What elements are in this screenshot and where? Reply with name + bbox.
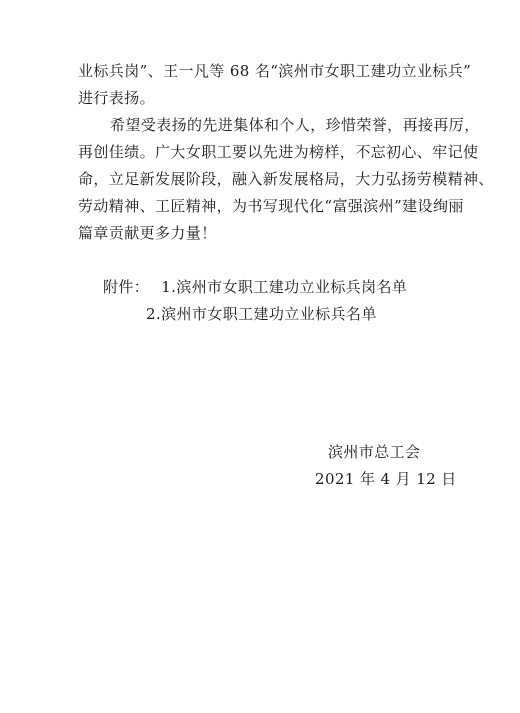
body-text-line: 篇章贡献更多力量！ bbox=[78, 224, 217, 242]
attachment-item: 2.滨州市女职工建功立业标兵名单 bbox=[146, 305, 377, 323]
body-text-line: 劳动精神、工匠精神，为书写现代化“富强滨州”建设绚丽 bbox=[78, 197, 464, 215]
signature-organization: 滨州市总工会 bbox=[328, 443, 421, 461]
signature-date: 2021 年 4 月 12 日 bbox=[315, 470, 457, 488]
attachment-item-text: 1.滨州市女职工建功立业标兵岗名单 bbox=[161, 278, 408, 296]
body-text-line: 业标兵岗”、王一凡等 68 名“滨州市女职工建功立业标兵” bbox=[78, 62, 472, 80]
attachment-label: 附件： bbox=[103, 278, 150, 296]
body-text-line: 再创佳绩。广大女职工要以先进为榜样，不忘初心、牢记使 bbox=[78, 143, 479, 161]
attachment-item bbox=[103, 278, 407, 296]
body-text-line: 命，立足新发展阶段，融入新发展格局，大力弘扬劳模精神、 bbox=[78, 170, 494, 188]
body-text-line: 希望受表扬的先进集体和个人，珍惜荣誉，再接再厉， bbox=[110, 116, 480, 134]
body-text-line: 进行表扬。 bbox=[78, 89, 156, 107]
